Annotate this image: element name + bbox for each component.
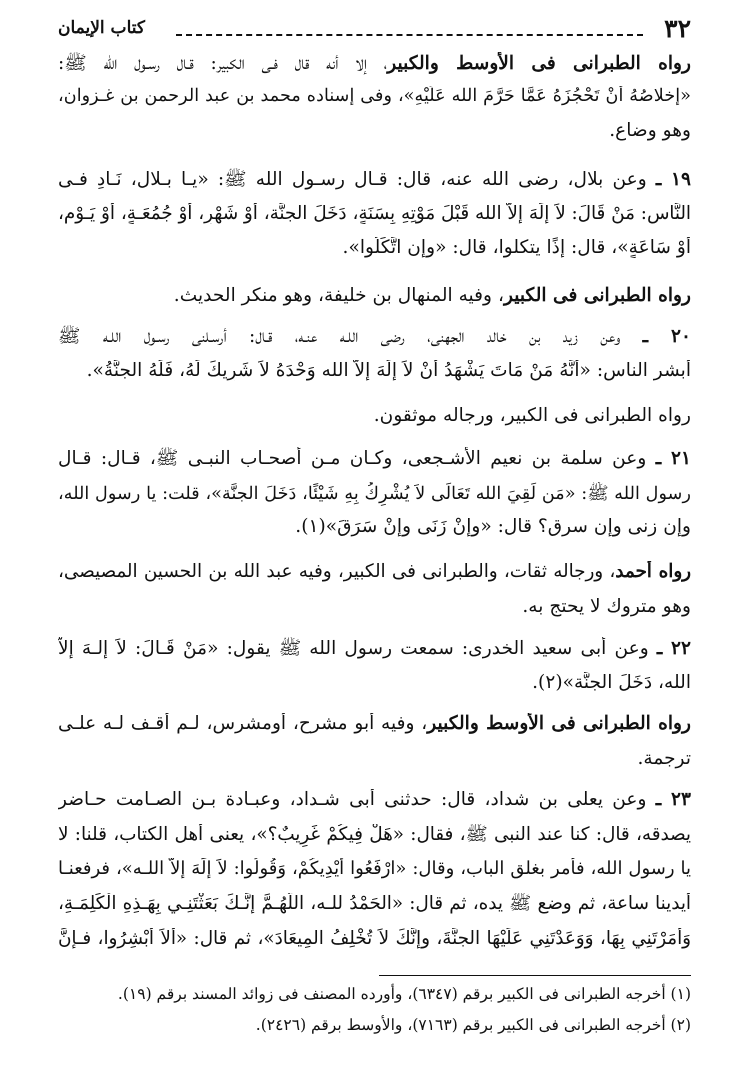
- text-segment: يصدقه، قال: كنا عند النبى ﷺ، فقال: «هَلْ فِيكُمْ غَرِيبٌ؟»، يعنى أهل الكتاب، قلنا: لا: [58, 824, 691, 845]
- page-header: [58, 14, 691, 44]
- text-segment: الله، دَخَلَ الجنَّة»(٢).: [532, 672, 691, 693]
- text-line: [58, 447, 691, 474]
- footnote: (١) أخرجه الطبرانى فى الكبير برقم (٦٣٤٧)، وأورده المصنف فى زوائد المسند برقم (١٩).: [117, 985, 691, 1003]
- text-line: [58, 405, 691, 426]
- bold-segment: رواه الطبرانى فى الأوسط والكبير: [427, 713, 691, 734]
- text-segment: «إخلاصُهُ أنْ تَحْجُزَهُ عَمَّا حَرَّمَ الله عَلَيْهِ»، وفى إسناده محمد بن عبد الرحمن بن غـزوان،: [58, 86, 691, 106]
- text-line: [58, 516, 691, 537]
- text-segment: يا رسول الله، فأمر بغلق الباب، وقال: «ارْفَعُوا أَيْدِيكُمْ، وَقُولُوا: لاَ إلَهَ إلاَّ اللـه»، فرفعنـا: [58, 858, 691, 879]
- text-segment: أبشر الناس: «أَنَّهُ مَنْ مَاتَ يَشْهَدُ أَنْ لاَ إلَهَ إلاَّ الله وَحْدَهُ لاَ شَرِيكَ لَهُ، فَلَهُ الجنَّةُ».: [86, 360, 691, 381]
- page-number: ٣٢: [664, 14, 691, 43]
- text-segment: وعن بلال، رضى الله عنه، قال: قـال رسـول الله ﷺ: «يـا بـلال، نَـادِ فـى: [58, 169, 656, 190]
- text-line: [58, 789, 691, 810]
- text-line: [58, 52, 691, 79]
- text-line: [58, 482, 691, 508]
- header-dashed-rule: [176, 34, 643, 36]
- text-line: [58, 672, 691, 693]
- text-segment: وعن أبى سعيد الخدرى: سمعت رسول الله ﷺ يقول: «مَنْ قَـالَ: لاَ إلـهَ إلاَّ: [58, 638, 657, 659]
- bold-segment: ١٩ ـ: [655, 169, 691, 190]
- text-line: [58, 858, 691, 879]
- text-line: [58, 360, 691, 381]
- text-segment: وهو متروك لا يحتج به.: [522, 596, 691, 617]
- text-line: [58, 928, 691, 949]
- bold-segment: ٢٣ ـ: [655, 789, 691, 810]
- text-segment: النَّاس: مَنْ قَالَ: لاَ إلَهَ إلاّ الله قَبْلَ مَوْتِهِ بِسَنَةٍ، دَخَلَ الجنَّة، أَوْ شَهْرٍ، أَوْ جُمُعَـةٍ، أَوْ يَـوْمٍ،: [58, 203, 691, 224]
- text-segment: ، وفيه أبو مشرح، أومشرس، لـم أقـف لـه علـى: [58, 713, 428, 734]
- text-segment: وهو وضاع.: [609, 120, 691, 141]
- text-segment: وعن زيد بن خالد الجهنى، رضى اللـه عنـه، قـال: أرسـلنى رسـول اللـه ﷺ: [58, 326, 643, 347]
- text-segment: رسول الله ﷺ: «مَن لَقِيَ الله تَعَالَى لاَ يُشْرِكُ بِهِ شَيْئًا، دَخَلَ الجنَّة»، قلت: يا رسول الله،: [58, 484, 691, 504]
- text-line: [58, 237, 691, 258]
- text-segment: ، وفيه المنهال بن خليفة، وهو منكر الحديث.: [173, 285, 504, 306]
- text-line: [58, 748, 691, 769]
- text-segment: أَوْ سَاعَةٍ»، قال: إذًا يتكلوا، قال: «وإن اتَّكَلُوا».: [342, 237, 691, 258]
- text-line: [58, 168, 691, 195]
- text-segment: ، إلا أنه قال فـى الكبير: قـال رسـول الله ﷺ:: [58, 53, 388, 74]
- text-line: [58, 325, 691, 352]
- text-line: [58, 824, 691, 850]
- text-line: [58, 86, 691, 106]
- text-segment: وعن يعلى بن شداد، قال: حدثنى أبى شـداد، وعبـادة بـن الصـامت حـاضر: [58, 789, 656, 810]
- bold-segment: رواه أحمد: [615, 561, 691, 582]
- text-line: [58, 561, 691, 582]
- text-segment: ترجمة.: [637, 748, 691, 769]
- text-segment: رواه الطبرانى فى الكبير، ورجاله موثقون.: [373, 405, 691, 426]
- footnote: (٢) أخرجه الطبرانى فى الكبير برقم (٧١٦٣)، والأوسط برقم (٢٤٢٦).: [255, 1016, 691, 1034]
- bold-segment: رواه الطبرانى فى الأوسط والكبير: [387, 53, 691, 74]
- text-segment: أيدينا ساعة، ثم وضع ﷺ يده، ثم قال: «الحَمْدُ للـه، اللَّهُـمَّ إنَّـكَ بَعَثْتَنِـي بِهَـذِهِ الْكَلِمَـةِ،: [58, 893, 691, 914]
- text-line: [58, 893, 691, 919]
- text-line: [58, 285, 691, 306]
- bold-segment: ٢٢ ـ: [656, 638, 691, 659]
- bold-segment: ٢٠ ـ: [642, 326, 691, 347]
- text-segment: وإن زنى وإن سرق؟ قال: «وإنْ زَنَى وإنْ سَرَقَ»(١).: [295, 516, 691, 537]
- text-line: [58, 120, 691, 141]
- bold-segment: ٢١ ـ: [655, 448, 691, 469]
- text-line: [58, 596, 691, 617]
- text-segment: وعن سلمة بن نعيم الأشـجعى، وكـان مـن أصحـاب النبـى ﷺ، قـال: قـال: [58, 448, 656, 469]
- text-line: [58, 203, 691, 224]
- footnote-separator: [379, 975, 691, 976]
- bold-segment: رواه الطبرانى فى الكبير: [503, 285, 691, 306]
- text-segment: ، ورجاله ثقات، والطبرانى فى الكبير، وفيه عبد الله بن الحسين المصيصى،: [58, 561, 616, 582]
- text-line: [58, 713, 691, 734]
- text-segment: وَأَمَرْتَنِي بِهَا، وَوَعَدْتَنِي عَلَيْهَا الجنَّةَ، وإنَّكَ لاَ تُخْلِفُ المِيعَادَ»، ثم قال: «ألاَ أَبْشِرُوا، فـإنَّ: [58, 928, 691, 949]
- book-title: كتاب الإيمان: [58, 18, 145, 38]
- text-line: [58, 637, 691, 664]
